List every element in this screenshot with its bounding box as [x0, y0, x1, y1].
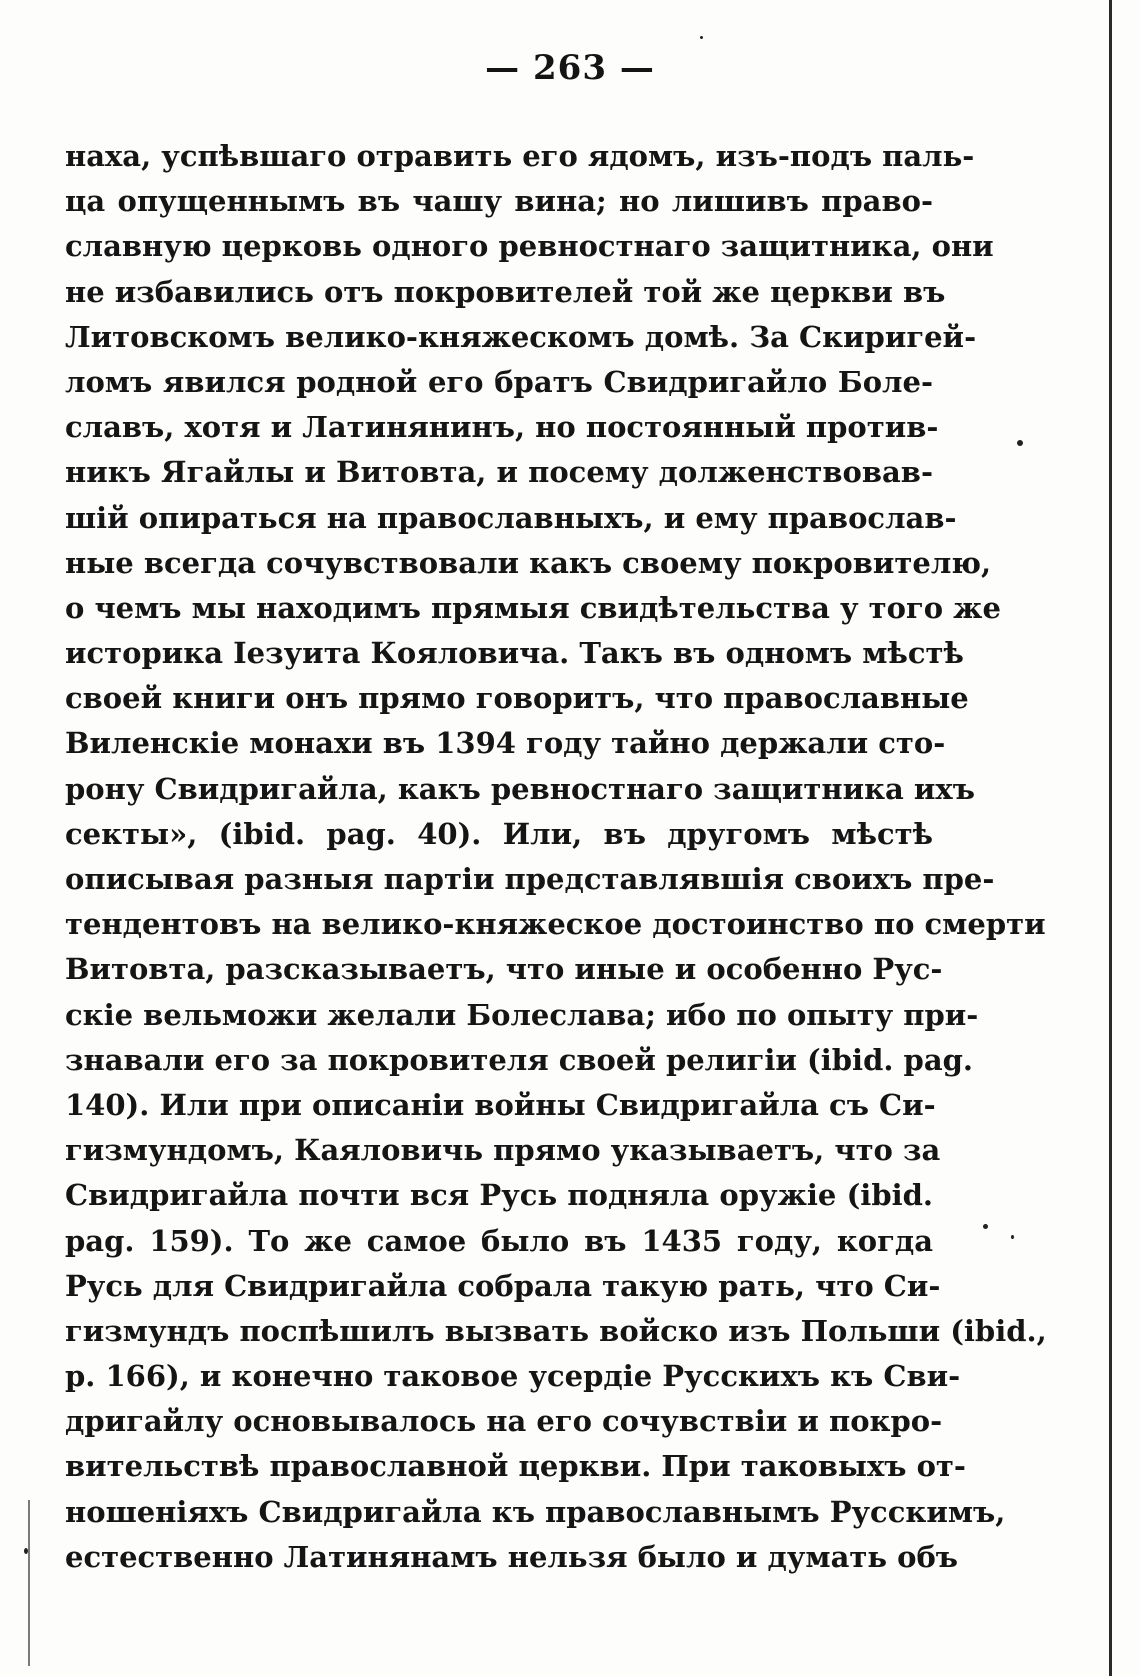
text-line: ца опущеннымъ въ чашу вина; но лишивъ право- [65, 184, 933, 219]
text-line: историка Іезуита Кояловича. Такъ въ одномъ мѣстѣ [65, 636, 964, 671]
text-line: рону Свидригайла, какъ ревностнаго защитника ихъ [65, 771, 975, 806]
scan-speck [983, 1224, 988, 1229]
text-line: никъ Ягайлы и Витовта, и посему долженствовав- [65, 455, 933, 490]
text-line: дригайлу основывалось на его сочувствіи и покро- [65, 1404, 943, 1439]
margin-scan-mark [28, 1500, 30, 1666]
text-line: шій опираться на православныхъ, и ему православ- [65, 500, 957, 535]
text-line: наха, успѣвшаго отравить его ядомъ, изъ-подъ паль- [65, 139, 975, 173]
text-line: Свидригайла почти вся Русь подняла оружіе (ibid. [65, 1178, 933, 1213]
text-line: Русь для Свидригайла собрала такую рать, что Си- [65, 1268, 941, 1303]
scan-speck [1011, 1235, 1014, 1239]
text-line: не избавились отъ покровителей той же церкви въ [65, 274, 946, 309]
body-text [65, 134, 1047, 1580]
text-line: секты», (ibid. pag. 40). Или, въ другомъ мѣстѣ [65, 816, 933, 851]
text-line: скіе вельможи желали Болеслава; ибо по опыту при- [65, 997, 979, 1032]
scan-speck [700, 36, 703, 39]
text-line: гизмундъ поспѣшилъ вызвать войско изъ Польши (ibid., [65, 1313, 1047, 1348]
text-line: знавали его за покровителя своей религіи (ibid. pag. [65, 1042, 973, 1077]
text-line: славъ, хотя и Латинянинъ, но постоянный против- [65, 410, 939, 445]
text-line: славную церковь одного ревностнаго защитника, они [65, 229, 994, 264]
text-line: Литовскомъ велико-княжескомъ домѣ. За Скиригей- [65, 319, 977, 354]
text-line: p. 166), и конечно таковое усердіе Русскихъ къ Сви- [65, 1359, 961, 1394]
text-line: ломъ явился родной его братъ Свидригайло Боле- [65, 364, 933, 399]
text-line: Виленскіе монахи въ 1394 году тайно держали сто- [65, 726, 946, 761]
page-edge-line [1109, 0, 1112, 1676]
text-line: о чемъ мы находимъ прямыя свидѣтельства у того же [65, 590, 1001, 625]
text-line: естественно Латинянамъ нельзя было и думать объ [65, 1539, 959, 1574]
text-line: тендентовъ на велико-княжеское достоинство по смерти [65, 907, 1046, 942]
text-line: своей книги онъ прямо говоритъ, что православные [65, 681, 969, 716]
text-line: ношеніяхъ Свидригайла къ православнымъ Русскимъ, [65, 1494, 1006, 1529]
text-line: 140). Или при описаніи войны Свидригайла съ Си- [65, 1087, 936, 1122]
scan-speck [24, 1548, 28, 1554]
text-line: гизмундомъ, Каяловичь прямо указываетъ, что за [65, 1133, 941, 1168]
scan-speck [1017, 440, 1023, 446]
text-line: ные всегда сочувствовали какъ своему покровителю, [65, 545, 992, 580]
text-line: Витовта, разсказываетъ, что иные и особенно Рус- [65, 952, 943, 987]
text-line: pag. 159). То же самое было въ 1435 году, когда [65, 1223, 933, 1258]
text-line: описывая разныя партіи представлявшія своихъ пре- [65, 862, 995, 896]
text-line: вительствѣ православной церкви. При таковыхъ от- [65, 1449, 966, 1484]
page-number: — 263 — [485, 48, 655, 88]
